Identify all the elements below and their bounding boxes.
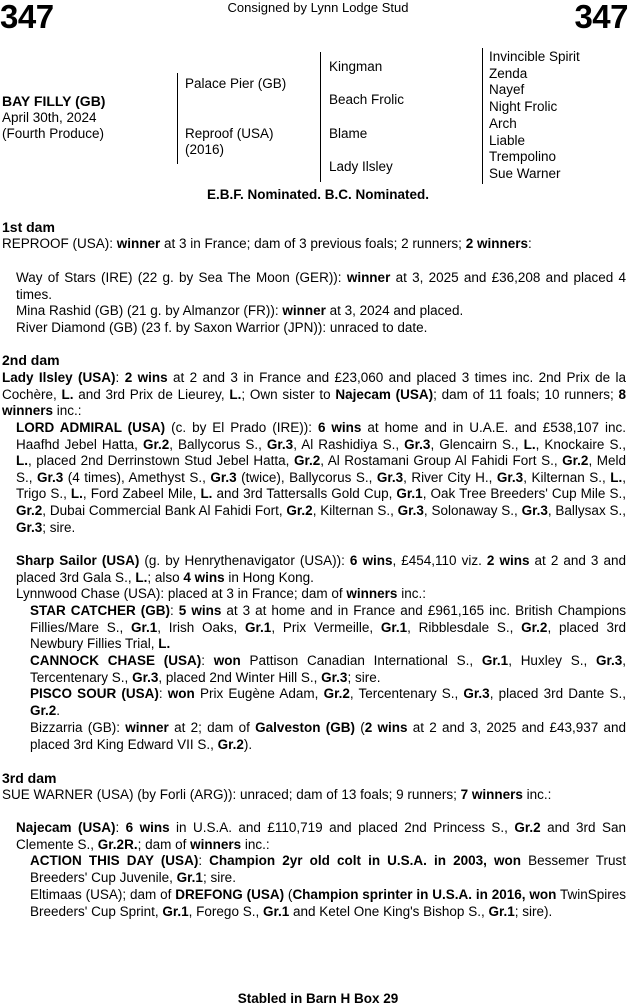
horse-dob: April 30th, 2024: [2, 110, 97, 125]
lynnwood-chase-entry: Lynnwood Chase (USA): placed at 3 in France; dam of winners inc.:: [16, 586, 426, 601]
consignor: Consigned by Lynn Lodge Stud: [227, 0, 409, 15]
lot-number-left: 347: [0, 0, 54, 35]
pedigree-gen3-5: Arch: [489, 115, 517, 131]
pedigree-gen3-7: Trempolino: [489, 149, 557, 165]
pedigree-bracket-2: [320, 52, 321, 182]
pedigree-gen3-3: Nayef: [489, 82, 525, 98]
pedigree-sire-dam: Beach Frolic: [329, 92, 405, 107]
first-dam-foal-3: River Diamond (GB) (23 f. by Saxon Warrior (JPN)): unraced to date.: [16, 320, 428, 335]
second-dam-paragraph: Lady Ilsley (USA): 2 wins at 2 and 3 in France and £23,060 and placed 3 times inc. 2nd Prix de la Cochère, L. and 3rd Prix de Lieurey, L.; Own sister to Najecam (USA); dam of 11 foals; 10 runners; 8 winners inc.:: [2, 370, 627, 419]
first-dam-paragraph: REPROOF (USA): winner at 3 in France; dam of 3 previous foals; 2 runners; 2 winners:: [2, 236, 532, 251]
pedigree-dam: [185, 126, 315, 158]
lord-admiral-entry: LORD ADMIRAL (USA) (c. by El Prado (IRE)): 6 wins at home and in U.A.E. and £538,107 inc. Haafhd Jebel Hatta, Gr.2, Ballycorus S., Gr.3, Al Rashidiya S., Gr.3, Glencairn S., L., Knockaire S., L., placed 2nd Derrinstown Stud Jebel Hatta, Gr.2, Al Rostamani Group Al Fahidi Fort S., Gr.2, Meld S., Gr.3 (4 times), Amethyst S., Gr.3 (twice), Ballycorus S., Gr.3, River City H., Gr.3, Kilternan S., L., Trigo S., L., Ford Zabeel Mile, L. and 3rd Tattersalls Gold Cup, Gr.1, Oak Tree Breeders' Cup Mile S., Gr.2, Dubai Commercial Bank Al Fahidi Fort, Gr.2, Kilternan S., Gr.3, Solonaway S., Gr.3, Ballysax S., Gr.3; sire.: [16, 420, 627, 535]
nominations: E.B.F. Nominated. B.C. Nominated.: [206, 187, 430, 202]
third-dam-heading: 3rd dam: [2, 770, 57, 786]
pedigree-dam-year: (2016): [185, 142, 225, 157]
eltimaas-entry: Eltimaas (USA); dam of DREFONG (USA) (Champion sprinter in U.S.A. in 2016, won TwinSpires Breeders' Cup Sprint, Gr.1, Forego S., Gr.1 and Ketel One King's Bishop S., Gr.1; sire).: [30, 887, 627, 919]
pedigree-gen3-1: Invincible Spirit: [489, 49, 580, 64]
lot-number-right: 347: [574, 0, 628, 35]
pedigree-gen3-6: Liable: [489, 132, 526, 148]
stabling-footer: Stabled in Barn H Box 29: [237, 991, 399, 1006]
pedigree-sire-sire: Kingman: [329, 59, 383, 74]
pedigree-dam-dam: Lady Ilsley: [329, 159, 393, 174]
najecam-entry: Najecam (USA): 6 wins in U.S.A. and £110,719 and placed 2nd Princess S., Gr.2 and 3rd San Clemente S., Gr.2R.; dam of winners inc.:: [16, 820, 627, 852]
pedigree-bracket-3: [482, 48, 483, 184]
bizzarria-entry: Bizzarria (GB): winner at 2; dam of Galveston (GB) (2 wins at 2 and 3, 2025 and £43,937 and placed 3rd King Edward VII S., Gr.2).: [30, 720, 627, 752]
cannock-chase-entry: CANNOCK CHASE (USA): won Pattison Canadian International S., Gr.1, Huxley S., Gr.3, Tercentenary S., Gr.3, placed 2nd Winter Hill S., Gr.3; sire.: [30, 653, 627, 685]
horse-produce: (Fourth Produce): [2, 126, 105, 141]
first-dam-foal-2: Mina Rashid (GB) (21 g. by Almanzor (FR)): winner at 3, 2024 and placed.: [16, 303, 464, 318]
action-this-day-entry: ACTION THIS DAY (USA): Champion 2yr old colt in U.S.A. in 2003, won Bessemer Trust Breeders' Cup Juvenile, Gr.1; sire.: [30, 853, 626, 885]
first-dam-heading: 1st dam: [2, 219, 55, 235]
pedigree-dam-name: Reproof (USA): [185, 126, 274, 141]
pedigree-dam-sire: Blame: [329, 126, 368, 141]
sharp-sailor-entry: Sharp Sailor (USA) (g. by Henrythenavigator (USA)): 6 wins, £454,110 viz. 2 wins at 2 and 3 and placed 3rd Gala S., L.; also 4 wins in Hong Kong.: [16, 553, 627, 585]
star-catcher-entry: STAR CATCHER (GB): 5 wins at 3 at home and in France and £961,165 inc. British Champions Fillies/Mare S., Gr.1, Irish Oaks, Gr.1, Prix Vermeille, Gr.1, Ribblesdale S., Gr.2, placed 3rd Newbury Fillies Trial, L.: [30, 603, 626, 652]
pedigree-gen3-8: Sue Warner: [489, 165, 561, 181]
second-dam-heading: 2nd dam: [2, 352, 60, 368]
pisco-sour-entry: PISCO SOUR (USA): won Prix Eugène Adam, Gr.2, Tercentenary S., Gr.3, placed 3rd Dante S., Gr.2.: [30, 686, 626, 718]
pedigree-gen3-4: Night Frolic: [489, 99, 558, 115]
first-dam-foal-1: Way of Stars (IRE) (22 g. by Sea The Moon (GER)): winner at 3, 2025 and £36,208 and placed 4 times.: [16, 270, 626, 302]
horse-name: BAY FILLY (GB): [2, 93, 106, 109]
pedigree-sire: Palace Pier (GB): [185, 76, 287, 91]
pedigree-bracket-1: [177, 73, 178, 164]
pedigree-gen3-2: Zenda: [489, 65, 528, 81]
third-dam-paragraph: SUE WARNER (USA) (by Forli (ARG)): unraced; dam of 13 foals; 9 runners; 7 winners inc.:: [2, 787, 552, 802]
